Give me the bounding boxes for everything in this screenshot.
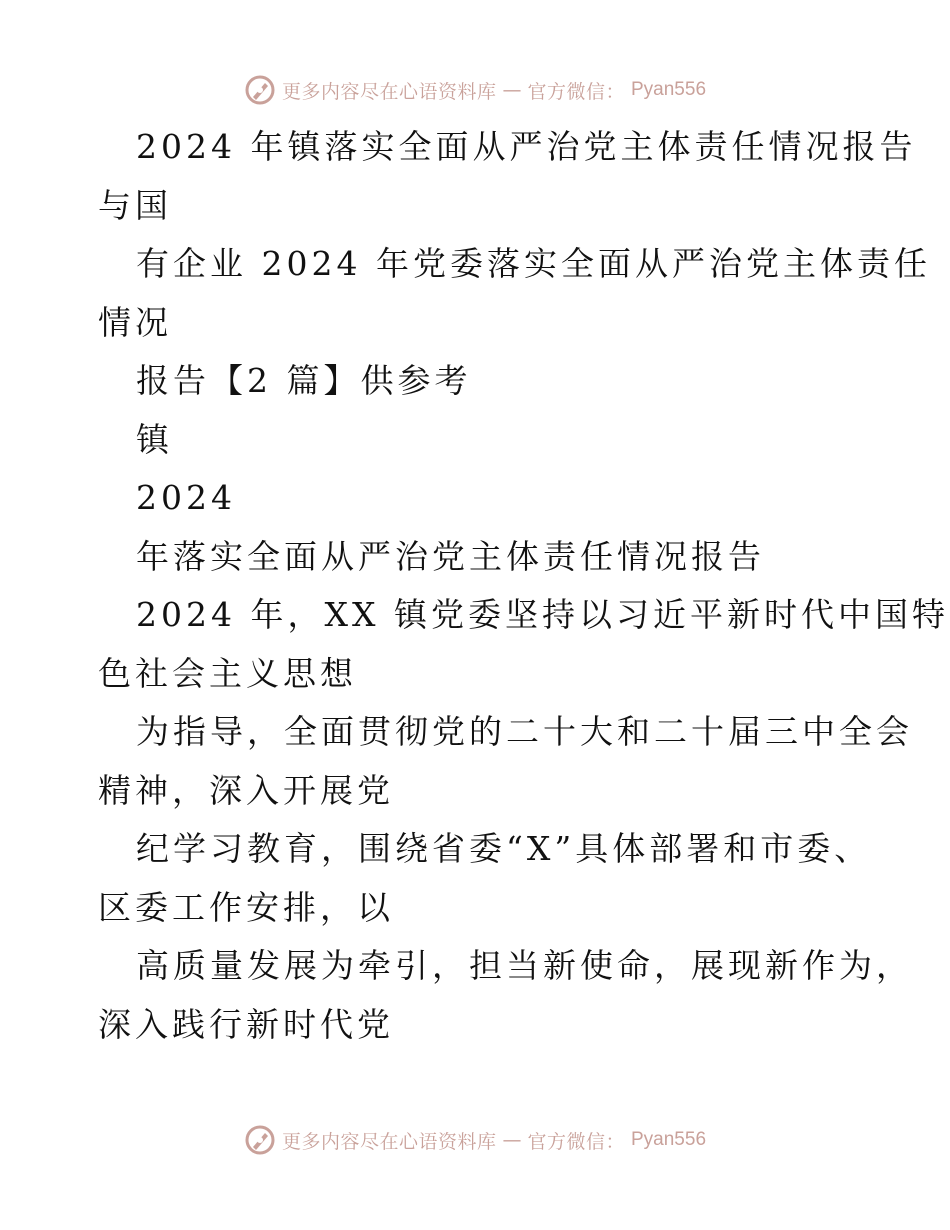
watermark-contact-id: Pyan556: [631, 1129, 707, 1150]
watermark-text: 更多内容尽在心语资料库: [281, 80, 497, 103]
text-line: 色社会主义思想: [98, 653, 357, 693]
document-body: [98, 118, 949, 1054]
watermark-text: 更多内容尽在心语资料库: [281, 1130, 497, 1153]
watermark-separator: —: [502, 1129, 522, 1151]
text-line: 2024: [136, 478, 236, 517]
watermark-contact-id: Pyan556: [631, 79, 707, 100]
text-line: 与国: [98, 185, 172, 225]
text-line: 年落实全面从严治党主体责任情况报告: [136, 536, 765, 576]
text-line: 有企业 2024 年党委落实全面从严治党主体责任: [136, 244, 931, 283]
text-line: 情况: [98, 302, 172, 342]
text-line: 纪学习教育，围绕省委“X”具体部署和市委、: [136, 829, 872, 868]
pen-logo-icon: [244, 74, 276, 106]
footer-watermark: [0, 1120, 950, 1160]
watermark-contact-label: 官方微信：: [527, 1130, 625, 1153]
watermark-separator: —: [502, 79, 522, 101]
text-line: 镇: [136, 419, 173, 459]
text-line: 为指导，全面贯彻党的二十大和二十届三中全会: [136, 712, 913, 751]
text-line: 高质量发展为牵引，担当新使命，展现新作为，: [136, 946, 913, 985]
text-line: 2024 年镇落实全面从严治党主体责任情况报告: [136, 127, 917, 166]
header-watermark: [0, 70, 950, 110]
text-line: 深入践行新时代党: [98, 1004, 394, 1044]
text-line: 区委工作安排，以: [98, 887, 394, 927]
text-line: 精神，深入开展党: [98, 770, 394, 810]
text-line: 报告【2 篇】供参考: [136, 361, 472, 400]
watermark-contact-label: 官方微信：: [527, 80, 625, 103]
text-line: 2024 年，XX 镇党委坚持以习近平新时代中国特: [136, 595, 949, 634]
pen-logo-icon: [244, 1124, 276, 1156]
